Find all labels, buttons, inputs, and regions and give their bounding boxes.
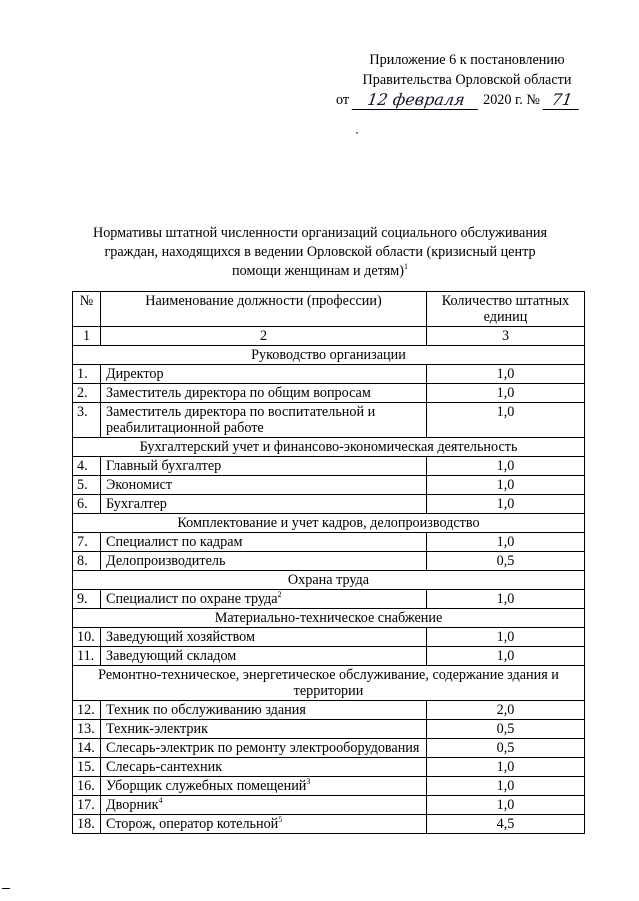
footnote-mark: 5 — [278, 815, 283, 824]
row-number: 4. — [73, 457, 101, 476]
table-row — [73, 701, 585, 720]
position-name: Слесарь-электрик по ремонту электрооборудования — [106, 740, 420, 756]
position-name-cell — [101, 533, 427, 552]
section-title: Руководство организации — [73, 346, 585, 365]
column-number-3: 3 — [427, 327, 585, 346]
staff-quantity: 4,5 — [427, 815, 585, 834]
position-name: Делопроизводитель — [106, 553, 226, 569]
document-title — [80, 224, 560, 281]
header-position-name: Наименование должности (профессии) — [101, 292, 427, 327]
table-row — [73, 403, 585, 438]
position-name: Техник-электрик — [106, 721, 208, 737]
scan-edge-mark — [2, 888, 10, 889]
row-number: 11. — [73, 647, 101, 666]
section-title: Ремонтно-техническое, энергетическое обслуживание, содержание здания и территории — [73, 666, 585, 701]
position-name: Заместитель директора по воспитательной и реабилитационной работе — [106, 404, 376, 436]
handwritten-date: 12 февраля — [352, 91, 481, 110]
staff-quantity: 2,0 — [427, 701, 585, 720]
position-name-cell — [101, 495, 427, 514]
staff-quantity: 0,5 — [427, 552, 585, 571]
row-number: 7. — [73, 533, 101, 552]
position-name-cell — [101, 476, 427, 495]
header-staff-quantity: Количество штатных единиц — [427, 292, 585, 327]
staff-quantity: 0,5 — [427, 739, 585, 758]
footnote-mark: 3 — [306, 777, 311, 786]
row-number: 17. — [73, 796, 101, 815]
section-title: Охрана труда — [73, 571, 585, 590]
position-name-cell — [101, 403, 427, 438]
section-title: Материально-техническое снабжение — [73, 609, 585, 628]
row-number: 15. — [73, 758, 101, 777]
staff-quantity: 1,0 — [427, 457, 585, 476]
position-name: Бухгалтер — [106, 496, 167, 512]
staff-quantity: 1,0 — [427, 384, 585, 403]
appendix-line-2: Правительства Орловской области — [362, 72, 572, 88]
table-row — [73, 720, 585, 739]
staffing-norms-table-body — [73, 292, 585, 834]
table-row — [73, 476, 585, 495]
appendix-line-1: Приложение 6 к постановлению — [369, 52, 565, 68]
section-row — [73, 514, 585, 533]
table-row — [73, 457, 585, 476]
table-row — [73, 533, 585, 552]
position-name: Заведующий хозяйством — [106, 629, 255, 645]
position-name-cell — [101, 365, 427, 384]
row-number: 16. — [73, 777, 101, 796]
staff-quantity: 1,0 — [427, 495, 585, 514]
position-name-cell — [101, 815, 427, 834]
position-name-cell — [101, 628, 427, 647]
row-number: 8. — [73, 552, 101, 571]
staff-quantity: 1,0 — [427, 647, 585, 666]
row-number: 2. — [73, 384, 101, 403]
position-name: Заместитель директора по общим вопросам — [106, 385, 371, 401]
position-name-cell — [101, 739, 427, 758]
table-row — [73, 552, 585, 571]
staff-quantity: 1,0 — [427, 476, 585, 495]
document-title-text: Нормативы штатной численности организаций социального обслуживания граждан, находящихся в ведении Орловской области (кризисный центр помощи женщинам и детям) — [92, 225, 548, 279]
footnote-mark: 2 — [277, 590, 282, 599]
section-row — [73, 609, 585, 628]
staff-quantity: 1,0 — [427, 777, 585, 796]
table-row — [73, 365, 585, 384]
position-name-cell — [101, 457, 427, 476]
position-name-cell — [101, 647, 427, 666]
section-row — [73, 438, 585, 457]
position-name-cell — [101, 720, 427, 739]
table-row — [73, 758, 585, 777]
footnote-mark: 4 — [158, 796, 163, 805]
position-name-cell — [101, 777, 427, 796]
handwritten-number: 71 — [543, 91, 582, 110]
row-number: 5. — [73, 476, 101, 495]
row-number: 12. — [73, 701, 101, 720]
table-row — [73, 590, 585, 609]
position-name: Экономист — [106, 477, 173, 493]
position-name-cell — [101, 590, 427, 609]
scan-dot — [356, 132, 358, 134]
date-prefix: от — [336, 92, 350, 108]
position-name-cell — [101, 552, 427, 571]
section-row — [73, 346, 585, 365]
table-row — [73, 384, 585, 403]
table-row — [73, 739, 585, 758]
table-row — [73, 495, 585, 514]
staff-quantity: 1,0 — [427, 403, 585, 438]
table-row — [73, 628, 585, 647]
year-suffix: 2020 г. № — [483, 92, 540, 108]
row-number: 13. — [73, 720, 101, 739]
staff-quantity: 1,0 — [427, 796, 585, 815]
table-row — [73, 777, 585, 796]
position-name-cell — [101, 758, 427, 777]
staff-quantity: 1,0 — [427, 758, 585, 777]
position-name-cell — [101, 701, 427, 720]
appendix-date-line — [336, 90, 598, 110]
position-name: Техник по обслуживанию здания — [106, 702, 306, 718]
position-name: Специалист по охране труда — [106, 591, 278, 607]
title-footnote-mark: 1 — [403, 262, 408, 271]
position-name-cell — [101, 796, 427, 815]
position-name: Заведующий складом — [106, 648, 237, 664]
row-number: 18. — [73, 815, 101, 834]
section-title: Бухгалтерский учет и финансово-экономическая деятельность — [73, 438, 585, 457]
column-number-2: 2 — [101, 327, 427, 346]
position-name: Слесарь-сантехник — [106, 759, 223, 775]
staffing-norms-table — [72, 291, 585, 834]
section-row — [73, 666, 585, 701]
appendix-header — [336, 50, 598, 110]
row-number: 3. — [73, 403, 101, 438]
position-name: Главный бухгалтер — [106, 458, 222, 474]
section-title: Комплектование и учет кадров, делопроизводство — [73, 514, 585, 533]
staff-quantity: 1,0 — [427, 533, 585, 552]
header-number: № — [73, 292, 101, 327]
section-row — [73, 571, 585, 590]
position-name-cell — [101, 384, 427, 403]
staff-quantity: 1,0 — [427, 365, 585, 384]
position-name: Дворник — [106, 797, 159, 813]
staff-quantity: 1,0 — [427, 590, 585, 609]
row-number: 6. — [73, 495, 101, 514]
staff-quantity: 0,5 — [427, 720, 585, 739]
table-header-row — [73, 292, 585, 327]
table-row — [73, 647, 585, 666]
row-number: 1. — [73, 365, 101, 384]
row-number: 10. — [73, 628, 101, 647]
position-name: Специалист по кадрам — [106, 534, 243, 550]
table-row — [73, 815, 585, 834]
table-row — [73, 796, 585, 815]
staff-quantity: 1,0 — [427, 628, 585, 647]
position-name: Директор — [106, 366, 164, 382]
column-number-1: 1 — [73, 327, 101, 346]
position-name: Уборщик служебных помещений — [106, 778, 307, 794]
row-number: 9. — [73, 590, 101, 609]
row-number: 14. — [73, 739, 101, 758]
position-name: Сторож, оператор котельной — [106, 816, 279, 832]
column-number-row — [73, 327, 585, 346]
